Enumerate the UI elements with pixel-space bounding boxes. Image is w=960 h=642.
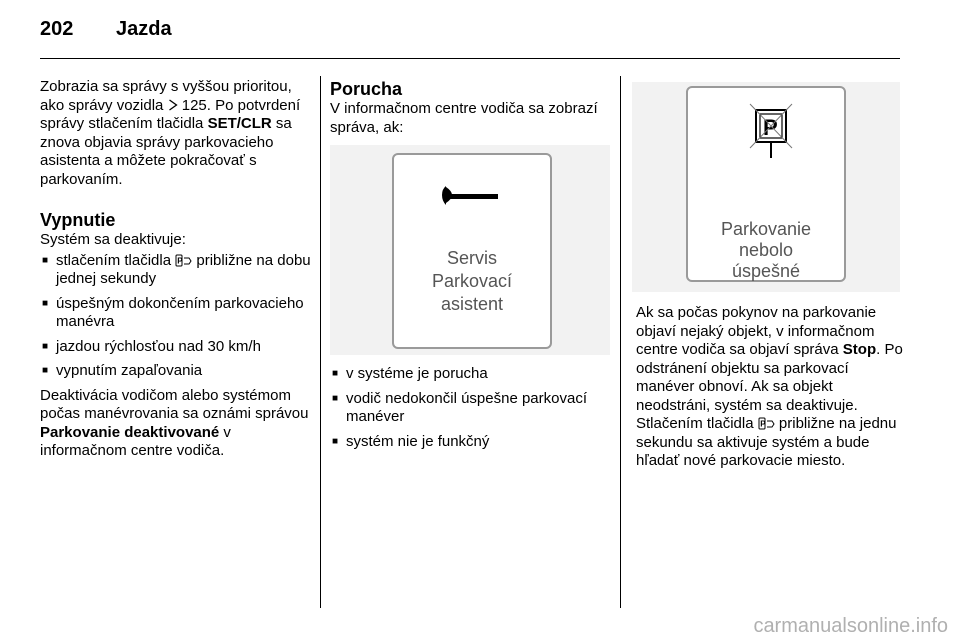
screen-line-3: úspešné (731, 261, 801, 281)
column-2 (330, 78, 608, 457)
heading-porucha: Porucha (330, 79, 403, 99)
screen-line-3: asistent (440, 294, 504, 314)
fault-intro: V informačnom centre vodiča sa zobrazí správa, ak: (330, 100, 598, 136)
column-divider-1 (320, 76, 321, 608)
figure-service-message (330, 145, 610, 355)
list-item: ■ stlačením tlačidla P približne na dobu jednej sekundy (40, 252, 312, 289)
message-stop: Stop (842, 341, 877, 358)
paragraph-deactivation-message: Deaktivácia vodičom alebo systémom počas manévrovania sa oznámi správou Parkovanie deaktivované v informačnom centre vodiča. (40, 386, 309, 459)
display-screen-service (392, 153, 552, 349)
deactivation-intro: Systém sa deaktivuje: (40, 231, 186, 248)
header-rule (40, 58, 900, 59)
wrench-icon (442, 183, 502, 207)
column-divider-2 (620, 76, 621, 608)
screen-line-2: nebolo (738, 240, 794, 260)
paragraph-stop-message: Ak sa počas pokynov na parkovanie objaví nejaký objekt, v informačnom centre vodiča sa objaví správa Stop. Po odstránení objektu sa parkovací manéver obnoví. Ak sa objekt neodstráni, systém sa deaktivuje. Stlačením tlačidla P približne na jednu sekundu sa aktivuje systém a bude hľadať nové parkovacie miesto. (636, 304, 903, 469)
column-1 (40, 78, 312, 461)
column-3 (636, 78, 906, 471)
list-item: ■ úspešným dokončením parkovacieho manévra (40, 295, 312, 332)
arrow-right-outline-icon (168, 99, 178, 111)
heading-vypnutie: Vypnutie (40, 210, 116, 230)
fault-list (330, 365, 608, 451)
parking-sign-crossed-icon (748, 102, 798, 164)
paragraph-priority-messages: Zobrazia sa správy s vyššou prioritou, ako správy vozidla 125. Po potvrdení správy stlačením tlačidla SET/CLR sa znova objavia správy parkovacieho asistenta a môžete pokračovať s parkovaním. (40, 78, 301, 188)
chapter-title: Jazda (116, 18, 172, 40)
set-clr-button-label: SET/CLR (207, 115, 272, 132)
svg-text:P: P (177, 256, 183, 265)
display-screen-parking-failed (686, 86, 846, 282)
figure-parking-failed (632, 82, 900, 292)
screen-line-1: Servis (446, 248, 497, 268)
deactivation-list (40, 252, 312, 381)
screen-line-1: Parkovanie (720, 219, 812, 239)
svg-text:P: P (760, 419, 766, 429)
page-number: 202 (40, 18, 74, 40)
list-item: ■ systém nie je funkčný (330, 433, 608, 452)
message-parkovanie-deaktivovane: Parkovanie deaktivované (40, 423, 220, 441)
svg-text:P: P (763, 115, 778, 140)
park-assist-button-icon (758, 417, 775, 430)
park-assist-button-icon (175, 254, 192, 267)
page-reference[interactable]: 125 (181, 96, 207, 114)
list-item: ■ vypnutím zapaľovania (40, 362, 312, 381)
watermark: carmanualsonline.info (753, 615, 948, 637)
screen-line-2: Parkovací (431, 271, 513, 291)
list-item: ■ v systéme je porucha (330, 365, 608, 384)
list-item: ■ jazdou rýchlosťou nad 30 km/h (40, 338, 312, 357)
list-item: ■ vodič nedokončil úspešne parkovací manéver (330, 390, 608, 427)
